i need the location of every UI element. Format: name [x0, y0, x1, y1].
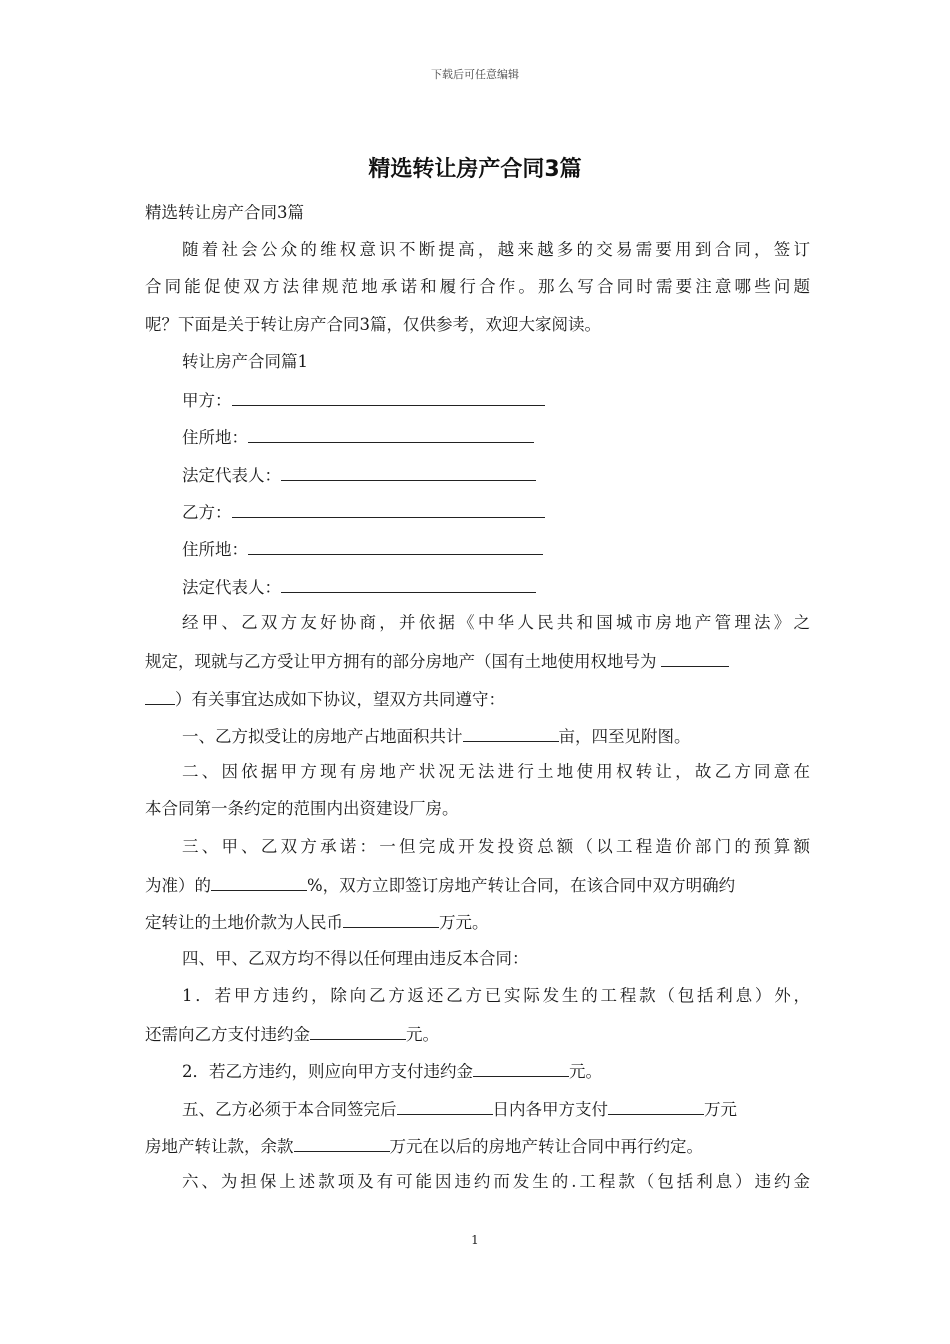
clause-5-text-c: 万元 — [704, 1100, 737, 1119]
penalty-b-blank — [473, 1060, 569, 1077]
rep-a-blank — [281, 464, 536, 481]
party-b-blank — [232, 501, 545, 518]
address-b-field — [145, 538, 810, 560]
clause-4-1-line-1: 1．若甲方违约，除向乙方返还乙方已实际发生的工程款（包括利息）外， — [182, 986, 810, 1005]
clause-5-text-e: 万元在以后的房地产转让合同中再行约定。 — [389, 1137, 703, 1156]
days-blank — [397, 1098, 493, 1115]
clause-1 — [145, 725, 810, 747]
land-number-blank-2 — [145, 688, 175, 705]
address-a-blank — [248, 426, 534, 443]
intro-line-3: 呢？下面是关于转让房产合同3篇，仅供参考，欢迎大家阅读。 — [145, 315, 601, 334]
subtitle: 精选转让房产合同3篇 — [145, 203, 304, 222]
rep-a-field — [145, 464, 810, 486]
percent-blank — [211, 874, 307, 891]
party-a-field — [145, 389, 810, 411]
clause-1-text-b: 亩，四至见附图。 — [558, 727, 691, 746]
clause-5-text-b: 日内各甲方支付 — [492, 1100, 608, 1119]
clause-5-line-1 — [145, 1098, 810, 1120]
penalty-a-blank — [310, 1023, 406, 1040]
agreement-line-3-text: ）有关事宜达成如下协议，望双方共同遵守： — [175, 690, 505, 709]
address-a-field — [145, 426, 810, 448]
document-title: 精选转让房产合同3篇 — [368, 157, 582, 182]
payment-blank — [608, 1098, 704, 1115]
rep-b-label: 法定代表人： — [182, 578, 281, 597]
address-b-label: 住所地： — [182, 540, 248, 559]
clause-3-line-1: 三、甲、乙双方承诺：一但完成开发投资总额（以工程造价部门的预算额 — [182, 837, 810, 856]
address-a-label: 住所地： — [182, 428, 248, 447]
intro-line-2: 合同能促使双方法律规范地承诺和履行合作。那么写合同时需要注意哪些问题 — [145, 277, 810, 296]
address-b-blank — [248, 538, 543, 555]
clause-4-2 — [145, 1060, 810, 1082]
area-blank — [463, 725, 559, 742]
clause-3-line-2-text-a: 为准）的 — [145, 876, 211, 895]
clause-3-line-3 — [145, 911, 810, 933]
clause-2-line-1: 二、因依据甲方现有房地产状况无法进行土地使用权转让，故乙方同意在 — [182, 762, 810, 781]
clause-3-line-3-text-a: 定转让的土地价款为人民币 — [145, 913, 343, 932]
clause-4-1-line-2 — [145, 1023, 810, 1045]
clause-5-text-a: 五、乙方必须于本合同签完后 — [182, 1100, 397, 1119]
party-b-field — [145, 501, 810, 523]
section-heading: 转让房产合同篇1 — [182, 352, 308, 371]
land-number-blank-1 — [661, 650, 729, 667]
clause-6-line-1: 六、为担保上述款项及有可能因违约而发生的.工程款（包括利息）违约金 — [182, 1172, 810, 1191]
balance-blank — [294, 1135, 390, 1152]
agreement-line-1: 经甲、乙双方友好协商，并依据《中华人民共和国城市房地产管理法》之 — [182, 613, 810, 632]
clause-2-line-2: 本合同第一条约定的范围内出资建设厂房。 — [145, 799, 459, 818]
party-a-label: 甲方： — [182, 391, 232, 410]
agreement-line-2-text: 规定，现就与乙方受让甲方拥有的部分房地产（国有土地使用权地号为 — [145, 652, 657, 671]
page-number: 1 — [471, 1233, 479, 1247]
clause-1-text-a: 一、乙方拟受让的房地产占地面积共计 — [182, 727, 463, 746]
clause-4-1-text-a: 还需向乙方支付违约金 — [145, 1025, 310, 1044]
clause-4-2-text-a: 2．若乙方违约，则应向甲方支付违约金 — [182, 1062, 473, 1081]
clause-5-text-d: 房地产转让款，余款 — [145, 1137, 294, 1156]
clause-4-1-text-b: 元。 — [406, 1025, 439, 1044]
rep-a-label: 法定代表人： — [182, 466, 281, 485]
agreement-line-2 — [145, 650, 810, 672]
header-note: 下载后可任意编辑 — [431, 68, 519, 81]
clause-5-line-2 — [145, 1135, 810, 1157]
party-a-blank — [232, 389, 545, 406]
agreement-line-3 — [145, 688, 810, 710]
clause-4-2-text-b: 元。 — [569, 1062, 602, 1081]
rep-b-field — [145, 576, 810, 598]
rep-b-blank — [281, 576, 536, 593]
intro-line-1: 随着社会公众的维权意识不断提高，越来越多的交易需要用到合同，签订 — [182, 240, 810, 259]
land-price-blank — [343, 911, 439, 928]
clause-3-line-2 — [145, 874, 810, 896]
party-b-label: 乙方： — [182, 503, 232, 522]
clause-4: 四、甲、乙双方均不得以任何理由违反本合同： — [182, 949, 529, 968]
clause-3-line-2-text-b: %，双方立即签订房地产转让合同，在该合同中双方明确约 — [307, 876, 736, 895]
clause-3-line-3-text-b: 万元。 — [439, 913, 489, 932]
